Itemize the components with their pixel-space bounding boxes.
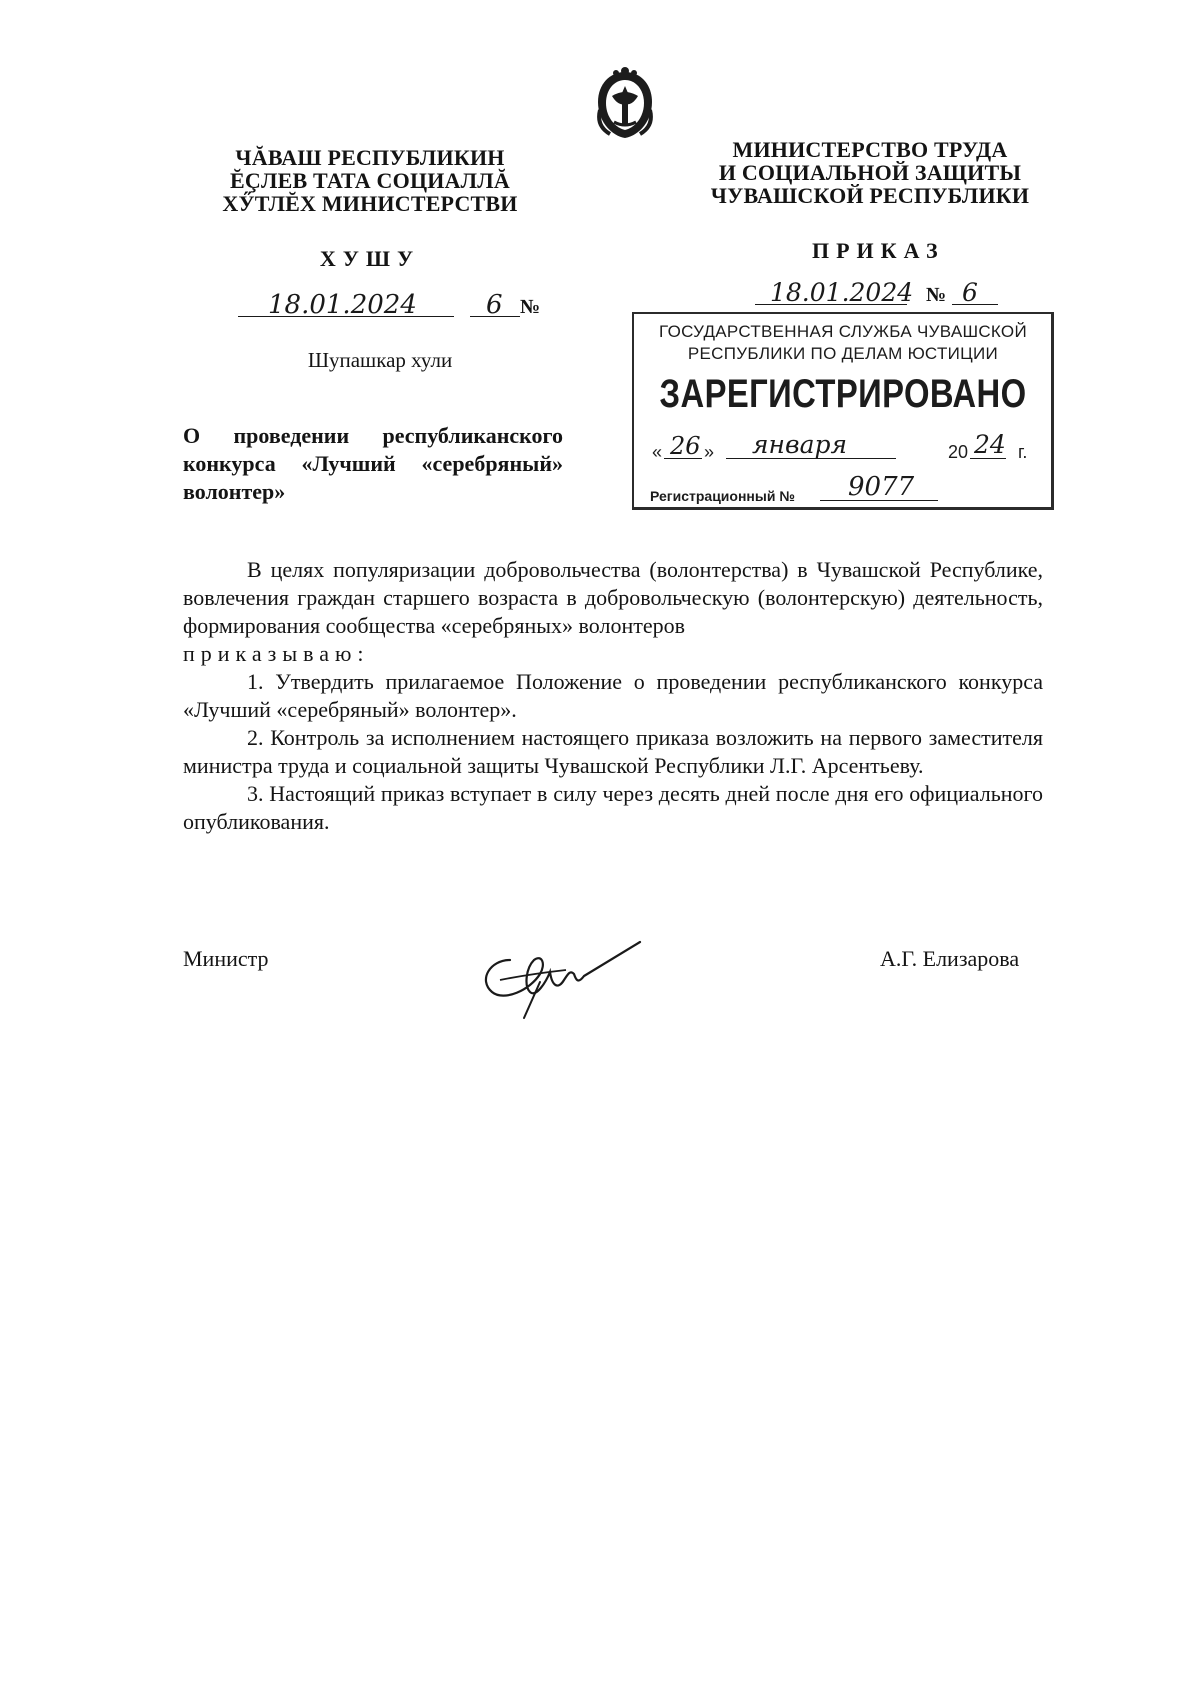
right-doc-type: ПРИКАЗ xyxy=(812,238,945,263)
order-subject: О проведении республиканского конкурса «Лучший «серебряный» волонтер» xyxy=(183,423,563,504)
left-header-line-3: ХӲТЛĔХ МИНИСТЕРСТВИ xyxy=(222,191,518,216)
left-number-sign: № xyxy=(520,296,541,318)
left-header-line-2: ĔÇЛЕВ ТАТА СОЦИАЛЛĂ xyxy=(230,168,510,193)
stamp-year-suffix: 24 xyxy=(974,430,1006,459)
coat-of-arms-icon xyxy=(590,66,660,142)
stamp-reg-label: Регистрационный № xyxy=(650,488,795,504)
stamp-line-2: РЕСПУБЛИКИ ПО ДЕЛАМ ЮСТИЦИИ xyxy=(687,344,999,363)
stamp-title: ЗАРЕГИСТРИРОВАНО xyxy=(659,372,1027,416)
right-header-line-3: ЧУВАШСКОЙ РЕСПУБЛИКИ xyxy=(710,183,1030,208)
signature-name: А.Г. Елизарова xyxy=(880,946,1020,971)
body-item-2: 2. Контроль за исполнением настоящего приказа возложить на первого заместителя министра труда и социальной защиты Чувашской Республики Л.Г. Арсентьеву. xyxy=(183,725,1043,778)
signature-position: Министр xyxy=(183,946,269,971)
handwritten-signature-icon xyxy=(470,930,650,1020)
stamp-day-close: » xyxy=(704,442,715,462)
left-number: 6 xyxy=(486,290,503,320)
left-date: 18.01.2024 xyxy=(268,290,417,320)
stamp-reg-number: 9077 xyxy=(848,472,915,502)
order-body xyxy=(183,556,1043,836)
left-header-line-1: ЧĂВАШ РЕСПУБЛИКИН xyxy=(235,145,505,170)
stamp-day: 26 xyxy=(670,432,701,460)
registration-stamp xyxy=(632,312,1054,510)
stamp-day-open: « xyxy=(652,442,663,462)
right-header-line-1: МИНИСТЕРСТВО ТРУДА xyxy=(732,137,1008,162)
left-doc-type: ХУШУ xyxy=(319,246,421,271)
body-intro: В целях популяризации добровольчества (волонтерства) в Чувашской Республике, вовлечения граждан старшего возраста в добровольческую (волонтерскую) деятельность, формирования сообщества «серебряных» волонтеров xyxy=(183,557,1043,638)
body-item-3: 3. Настоящий приказ вступает в силу через десять дней после дня его официального опубликования. xyxy=(183,781,1043,834)
left-place: Шупашкар хули xyxy=(307,348,453,372)
left-header xyxy=(200,146,540,215)
body-order-word: приказываю: xyxy=(183,641,370,666)
right-header xyxy=(690,138,1050,207)
stamp-year-unit: г. xyxy=(1018,442,1028,462)
right-date: 18.01.2024 xyxy=(770,278,914,307)
stamp-month: января xyxy=(752,430,848,459)
body-item-1: 1. Утвердить прилагаемое Положение о проведении республиканского конкурса «Лучший «серебряный» волонтер». xyxy=(183,669,1043,722)
stamp-line-1: ГОСУДАРСТВЕННАЯ СЛУЖБА ЧУВАШСКОЙ xyxy=(659,322,1027,341)
right-header-line-2: И СОЦИАЛЬНОЙ ЗАЩИТЫ xyxy=(718,160,1022,185)
stamp-year-prefix: 20 xyxy=(948,442,969,462)
right-number-sign: № xyxy=(926,284,947,306)
right-number: 6 xyxy=(962,278,978,307)
